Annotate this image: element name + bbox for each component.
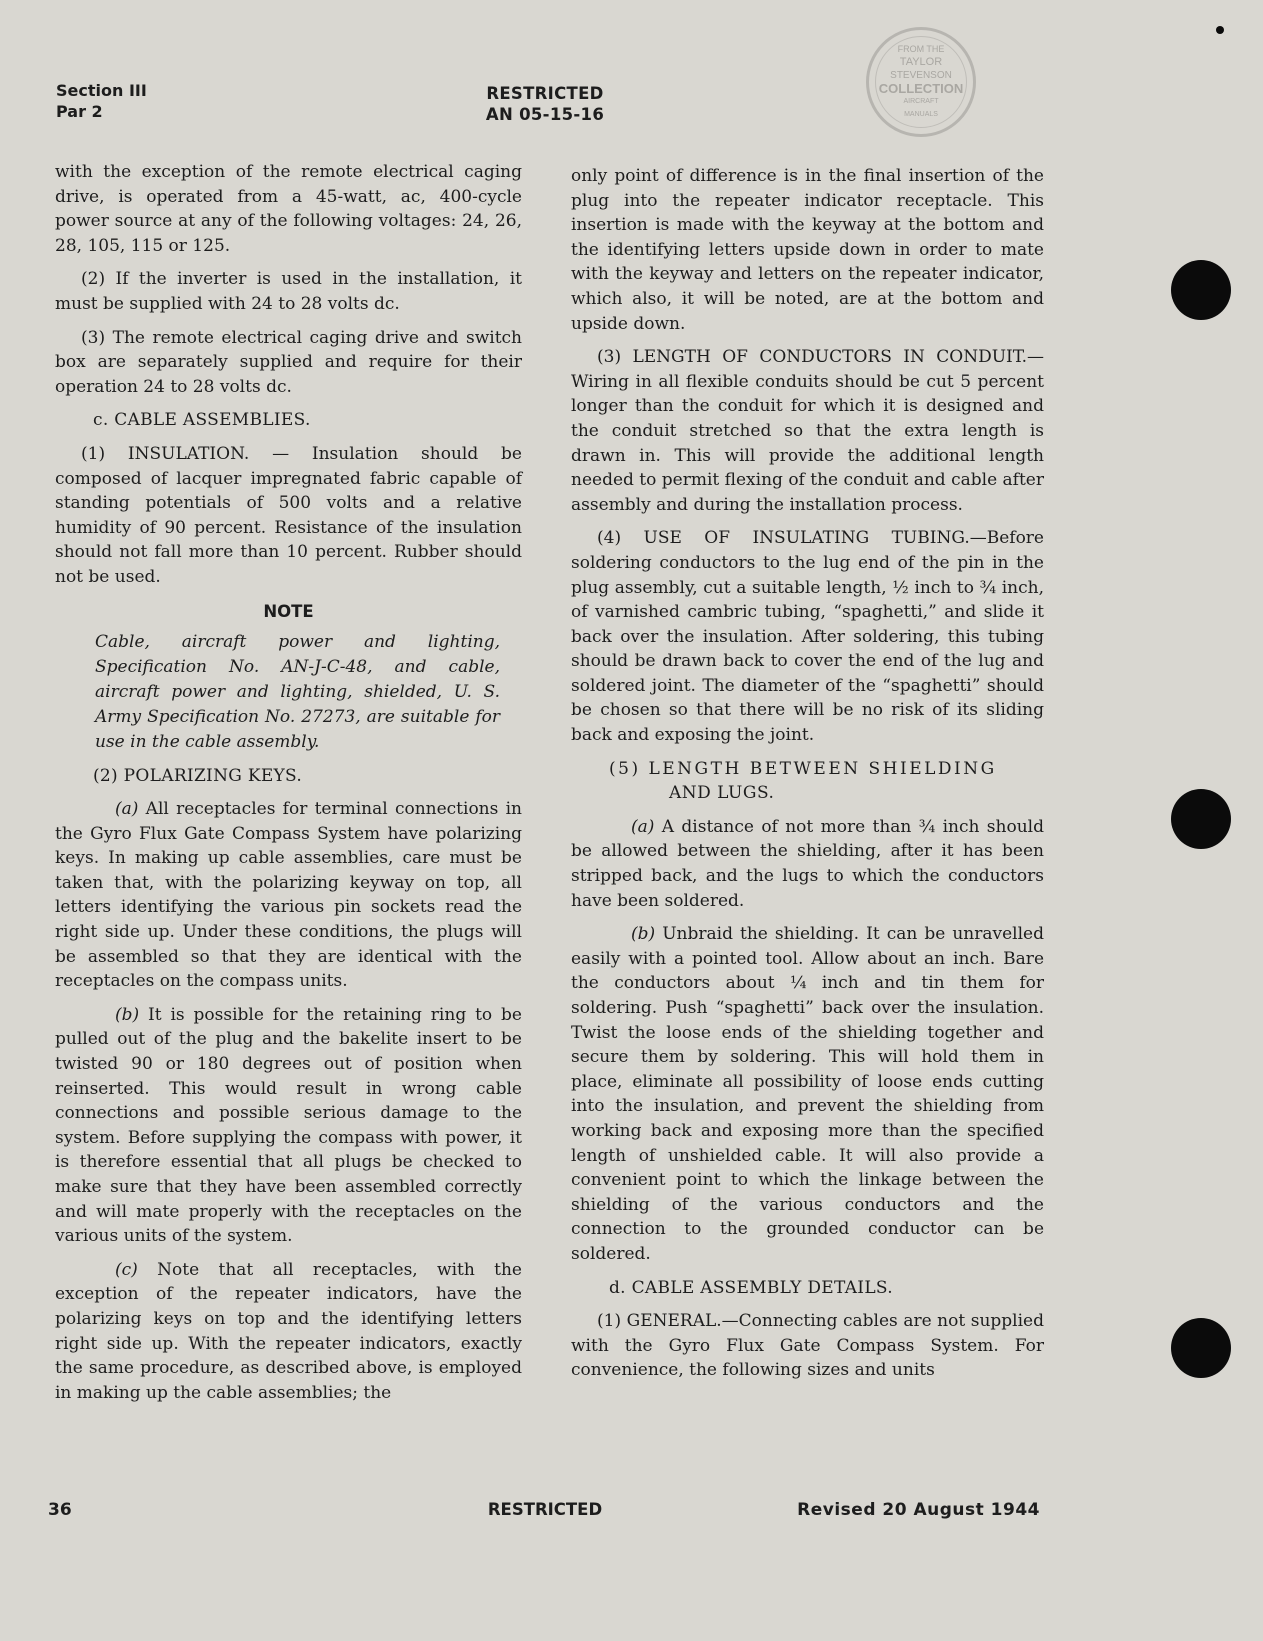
paragraph-label: (c) [115, 1259, 138, 1280]
corner-mark [1216, 26, 1224, 34]
paragraph: (1) INSULATION. — Insulation should be composed of lacquer impregnated fabric capable of standing potentials of 500 volts and a relative humidity of 90 percent. Resistance of the insulation should not fall more than 10 percent. Rubber should not be used. [55, 443, 522, 587]
header-classification: RESTRICTED [486, 84, 604, 103]
paragraph: only point of difference is in the final insertion of the plug into the repeater indicator receptacle. This insertion is made with the keyway at the bottom and the identifying letters upside down in order to mate with the keyway and letters on the repeater indicator, which also, it will be noted, are at the bottom and upside down. [571, 166, 1044, 334]
note-body: Cable, aircraft power and lighting, Specification No. AN-J-C-48, and cable, aircraft power and lighting, shielded, U. S. Army Specification No. 27273, are suitable for use in the cable assembly. [95, 631, 500, 752]
note-title: NOTE [263, 601, 314, 621]
collection-stamp: FROM THE TAYLOR STEVENSON COLLECTION AIRCRAFT MANUALS [866, 27, 976, 137]
paragraph: (b) It is possible for the retaining ring to be pulled out of the plug and the bakelite insert to be twisted 90 or 180 degrees out of position when reinserted. This would result in wrong cable connections and possible serious damage to the system. Before supplying the compass with power, it is therefore essential that all plugs be checked to make sure that they have been assembled correctly and will mate properly with the receptacles on the various units of the system. [55, 1004, 522, 1247]
page-header [440, 83, 650, 125]
paragraph-label: (1) INSULATION. — [81, 443, 290, 464]
paragraph: with the exception of the remote electrical caging drive, is operated from a 45-watt, ac, 400-cycle power source at any of the following voltages: 24, 26, 28, 105, 115 or 125. [55, 162, 522, 256]
paragraph-label: (b) [115, 1004, 140, 1025]
paragraph: (2) If the inverter is used in the installation, it must be supplied with 24 to 28 volts dc. [55, 269, 522, 314]
section-header [56, 80, 147, 122]
paragraph-label: Par 2 [56, 102, 103, 121]
paragraph: (a) A distance of not more than ¾ inch should be allowed between the shielding, after it has been stripped back, and the lugs to which the conductors have been soldered. [571, 816, 1044, 911]
paragraph: (3) LENGTH OF CONDUCTORS IN CONDUIT.—Wiring in all flexible conduits should be cut 5 percent longer than the conduit for which it is designed and the conduit stretched so that the extra length is drawn in. This will provide the additional length needed to permit flexing of the conduit and cable after assembly and during the installation process. [571, 347, 1044, 515]
footer-classification: RESTRICTED [487, 1500, 603, 1519]
left-column [55, 160, 522, 1405]
section-label: Section III [56, 81, 147, 100]
binder-hole [1171, 260, 1231, 320]
revision-date: Revised 20 August 1944 [797, 1500, 1040, 1520]
paragraph: (3) The remote electrical caging drive and switch box are separately supplied and require for their operation 24 to 28 volts dc. [55, 327, 522, 397]
right-column [571, 164, 1044, 1383]
paragraph-label: (a) [115, 799, 139, 820]
paragraph: (c) Note that all receptacles, with the exception of the repeater indicators, have the polarizing keys on top and the identifying letters right side up. With the repeater indicators, exactly the same procedure, as described above, is employed in making up the cable assemblies; the [55, 1259, 522, 1403]
document-number: AN 05-15-16 [485, 105, 605, 124]
paragraph: (a) All receptacles for terminal connections in the Gyro Flux Gate Compass System have polarizing keys. In making up cable assemblies, care must be taken that, with the polarizing keyway on top, all letters identifying the various pin sockets read the right side up. Under these conditions, the plugs will be assembled so that they are identical with the receptacles on the compass units. [55, 799, 522, 992]
section-heading: c. CABLE ASSEMBLIES. [93, 410, 311, 431]
page-number: 36 [48, 1500, 72, 1520]
paragraph: (4) USE OF INSULATING TUBING.—Before soldering conductors to the lug end of the pin in the plug assembly, cut a suitable length, ½ inch to ¾ inch, of varnished cambric tubing, “spaghetti,” and slide it back over the insulation. After soldering, this tubing should be drawn back to cover the end of the lug and soldered joint. The diameter of the “spaghetti” should be chosen so that there will be no risk of its sliding back and exposing the joint. [571, 528, 1044, 746]
paragraph-label: (b) [631, 924, 656, 945]
paragraph: (1) GENERAL.—Connecting cables are not supplied with the Gyro Flux Gate Compass System. For convenience, the following sizes and units [571, 1311, 1044, 1381]
paragraph: (b) Unbraid the shielding. It can be unravelled easily with a pointed tool. Allow about an inch. Bare the conductors about ¼ inch and tin them for soldering. Push “spaghetti” back over the insulation. Twist the loose ends of the shielding together and secure them by soldering. This will hold them in place, eliminate all possibility of loose ends cutting into the insulation, and prevent the shielding from working back and exposing more than the specified length of unshielded cable. It will also provide a convenient point to which the linkage between the shielding of the various conductors and the connection to the grounded conductor can be soldered. [571, 924, 1044, 1264]
paragraph-label: (a) [631, 816, 655, 837]
binder-hole [1171, 1318, 1231, 1378]
section-heading: (5) LENGTH BETWEEN SHIELDING AND LUGS. [609, 758, 997, 804]
binder-hole [1171, 789, 1231, 849]
section-heading: (2) POLARIZING KEYS. [93, 765, 303, 786]
section-heading: d. CABLE ASSEMBLY DETAILS. [609, 1277, 893, 1298]
